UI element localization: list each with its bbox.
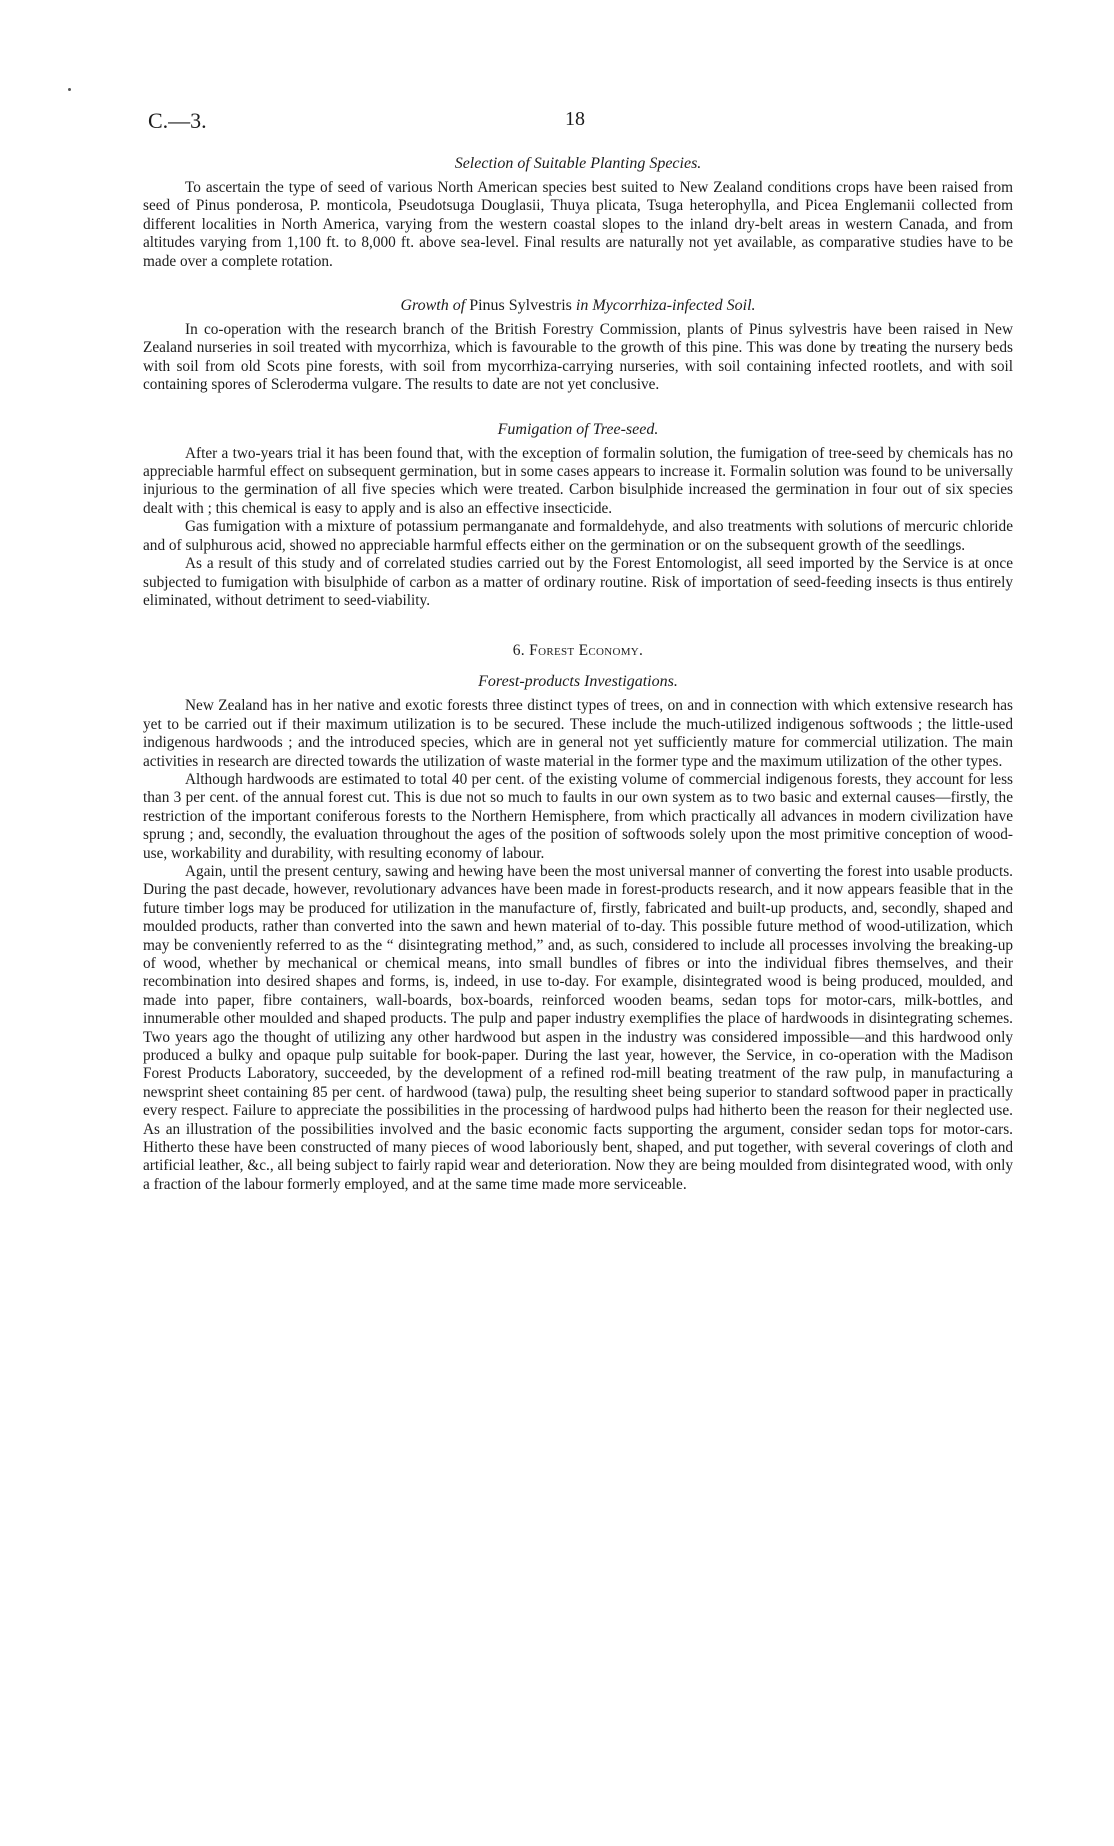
stray-mark	[68, 88, 71, 91]
report-code: C.—3.	[148, 108, 207, 133]
paragraph: New Zealand has in her native and exotic forests three distinct types of trees, on and in connection with which extensive research has yet to be carried out if their maximum utilization is to be secured. These include the much-utilized indigenous softwoods ; the little-used indigenous hardwoods ; and the introduced species, which are in general not yet sufficiently mature for commercial utilization. The main activities in research are directed towards the utilization of waste material in the former type and the maximum utilization of the other types.	[143, 697, 1013, 770]
paragraph: Again, until the present century, sawing and hewing have been the most universal manner of converting the forest into usable products. During the past decade, however, revolutionary advances have been made in forest-products research, and it now appears feasible that in the future timber logs may be produced for utilization in the manufacture of, firstly, fabricated and built-up products, and, secondly, shaped and moulded products, rather than converted into the sawn and hewn material of to-day. This possible future method of wood-utilization, which may be conveniently referred to as the “ disintegrating method,” and, as such, considered to include all processes involving the breaking-up of wood, whether by mechanical or chemical means, into small bundles of fibres or into the individual fibres themselves, and their recombination into desired shapes and forms, is, indeed, in use to-day. For example, disintegrated wood is being produced, moulded, and made into paper, fibre containers, wall-boards, box-boards, reinforced wooden beams, sedan tops for motor-cars, milk-bottles, and innumerable other moulded and shaped products. The pulp and paper industry exemplifies the place of hardwoods in disintegrating schemes. Two years ago the thought of utilizing any other hardwood but aspen in the industry was considered impossible—and this hardwood only produced a bulky and opaque pulp suitable for book-paper. During the last year, however, the Service, in co-operation with the Madison Forest Products Laboratory, succeeded, by the development of a refined rod-mill beating treatment of the raw pulp, in manufacturing a newsprint sheet containing 85 per cent. of hardwood (tawa) pulp, the resulting sheet being superior to standard softwood paper in practically every respect. Failure to appreciate the possibilities in the processing of hardwood pulps had hitherto been the reason for their neglected use. As an illustration of the possibilities involved and the basic economic facts supporting the argument, consider sedan tops for motor-cars. Hitherto these have been constructed of many pieces of wood laboriously bent, shaped, and put together, with several coverings of cloth and artificial leather, &c., all being subject to fairly rapid wear and deterioration. Now they are being moulded from disintegrated wood, with only a fraction of the labour formerly employed, and at the same time made more serviceable.	[143, 862, 1013, 1193]
paragraph: As a result of this study and of correlated studies carried out by the Forest Entomologist, all seed imported by the Service is at once subjected to fumigation with bisulphide of carbon as a matter of ordinary routine. Risk of importation of seed-feeding insects is thus entirely eliminated, without detriment to seed-viability.	[143, 555, 1013, 609]
paragraph: Although hardwoods are estimated to total 40 per cent. of the existing volume of commercial indigenous forests, they account for less than 3 per cent. of the annual forest cut. This is due not so much to faults in our own system as to two basic and external causes—firstly, the restriction of the important coniferous forests to the Northern Hemisphere, from which practically all advances in modern civilization have sprung ; and, secondly, the evaluation throughout the ages of the position of softwoods solely upon the most primitive conception of wood-use, workability and durability, with resulting economy of labour.	[143, 770, 1013, 862]
page-body	[143, 154, 1013, 1194]
heading-part: in Mycorrhiza-infected Soil.	[571, 297, 756, 315]
section-number: 6.	[512, 642, 530, 660]
heading-part: Pinus Sylvestris	[469, 297, 572, 315]
section-title: Forest Economy.	[529, 642, 644, 660]
heading-mycorrhiza	[143, 296, 1013, 316]
heading-planting-species: Selection of Suitable Planting Species.	[454, 155, 702, 172]
paragraph: To ascertain the type of seed of various North American species best suited to New Zealand conditions crops have been raised from seed of Pinus ponderosa, P. monticola, Pseudotsuga Douglasii, Thuya plicata, Tsuga heterophylla, and Picea Englemanii collected from different localities in North America, varying from the western coastal slopes to the inland dry-belt areas in western Canada, and from altitudes varying from 1,100 ft. to 8,000 ft. above sea-level. Final results are naturally not yet available, as comparative studies have to be made over a complete rotation.	[143, 179, 1013, 270]
heading-part: Growth of	[400, 297, 470, 315]
heading-forest-products: Forest-products Investigations.	[478, 673, 678, 691]
heading-fumigation: Fumigation of Tree-seed.	[497, 420, 659, 438]
section-title-forest-economy	[143, 642, 1013, 660]
page-number: 18	[565, 108, 585, 130]
paragraph: In co-operation with the research branch of the British Forestry Commission, plants of Pinus sylvestris have been raised in New Zealand nurseries in soil treated with mycorrhiza, which is favourable to the growth of this pine. This was done by treating the nursery beds with soil from old Scots pine forests, with soil from mycorrhiza-carrying nurseries, with soil containing infected rootlets, and with soil containing spores of Scleroderma vulgare. The results to date are not yet conclusive.	[143, 321, 1013, 394]
paragraph: After a two-years trial it has been found that, with the exception of formalin solution, the fumigation of tree-seed by chemicals has no appreciable harmful effect on subsequent germination, but in some cases appears to increase it. Formalin solution was found to be universally injurious to the germination of all five species which were treated. Carbon bisulphide increased the germination in four out of six species dealt with ; this chemical is easy to apply and is also an effective insecticide.	[143, 444, 1013, 517]
paragraph: Gas fumigation with a mixture of potassium permanganate and formaldehyde, and also treatments with solutions of mercuric chloride and of sulphurous acid, showed no appreciable harmful effects either on the germination or on the subsequent growth of the seedlings.	[143, 518, 1013, 554]
